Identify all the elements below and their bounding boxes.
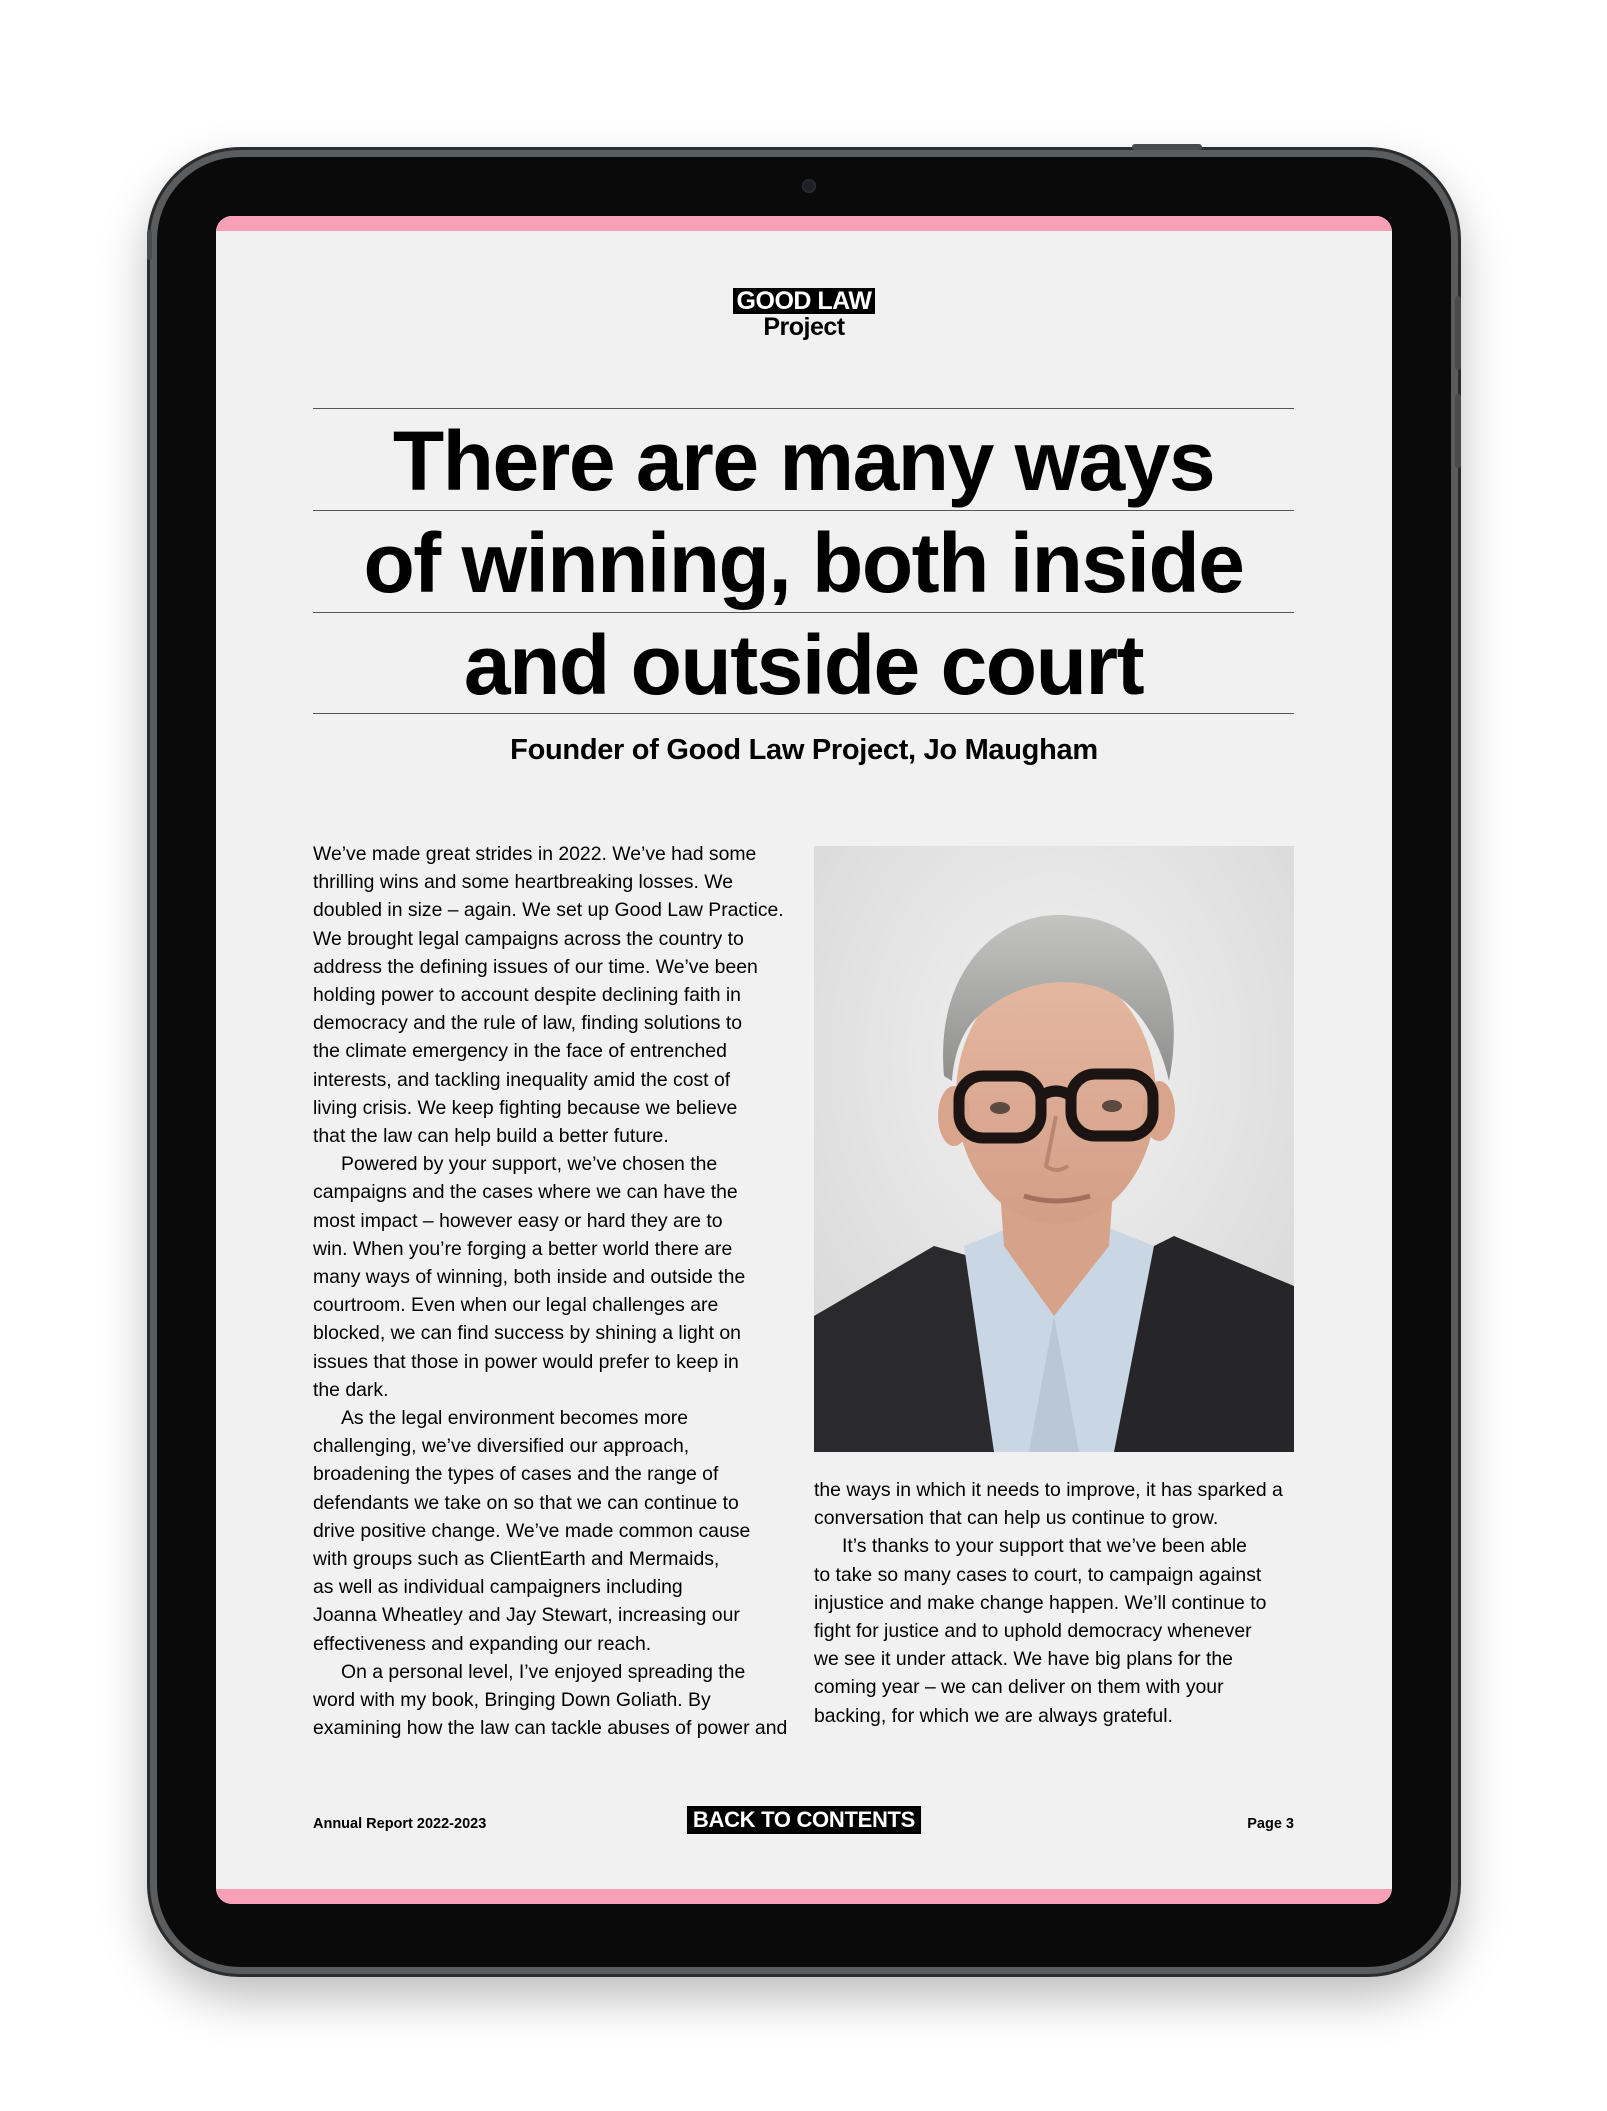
headline-line-1: There are many ways [313, 408, 1294, 510]
headline-line-3: and outside court [313, 612, 1294, 714]
logo-line-2: Project [763, 313, 845, 341]
good-law-project-logo[interactable] [216, 288, 1392, 340]
paragraph: Powered by your support, we’ve chosen the campaigns and the cases where we can have the most impact – however easy or hard they are to win. When you’re forging a better world there are many ways of winning, both inside and outside the courtroom. Even when our legal challenges are blocked, we can find success by shining a light on issues that those in power would prefer to keep in the dark. [313, 1153, 746, 1401]
report-label: Annual Report 2022-2023 [313, 1816, 487, 1832]
top-accent-bar [216, 216, 1392, 231]
page-number: Page 3 [1247, 1816, 1294, 1832]
document-page [216, 216, 1392, 1904]
body-column-right [814, 1476, 1294, 1730]
founder-portrait-photo [814, 846, 1294, 1452]
side-antenna-line [147, 230, 152, 260]
paragraph: the ways in which it needs to improve, it has sparked a conversation that can help us continue to grow. [814, 1479, 1283, 1530]
body-column-left [313, 840, 803, 1743]
headline [313, 408, 1294, 714]
volume-up-button [1455, 296, 1461, 370]
paragraph: It’s thanks to your support that we’ve been able to take so many cases to court, to campaign against injustice and make change happen. We’ll continue to fight for justice and to uphold democracy whenever we see it under attack. We have big plans for the coming year – we can deliver on them with your backing, for which we are always grateful. [814, 1535, 1267, 1727]
paragraph: On a personal level, I’ve enjoyed spreading the word with my book, Bringing Down Goliath. By examining how the law can tackle abuses of power and [313, 1660, 788, 1740]
front-camera-icon [802, 179, 816, 193]
volume-down-button [1455, 394, 1461, 468]
logo-line-1: GOOD LAW [733, 288, 876, 314]
bottom-accent-bar [216, 1889, 1392, 1904]
power-button [1132, 144, 1202, 150]
paragraph: As the legal environment becomes more challenging, we’ve diversified our approach, broadening the types of cases and the range of defendants we take on so that we can continue to drive positive change. We’ve made common cause with groups such as ClientEarth and Mermaids, as well as individual campaigners including Joanna Wheatley and Jay Stewart, increasing our effectiveness and expanding our reach. [313, 1407, 751, 1655]
headline-line-2: of winning, both inside [313, 510, 1294, 612]
paragraph: We’ve made great strides in 2022. We’ve had some thrilling wins and some heartbreaking losses. We doubled in size – again. We set up Good Law Practice. We brought legal campaigns across the country to address the defining issues of our time. We’ve been holding power to account despite declining faith in democracy and the rule of law, finding solutions to the climate emergency in the face of entrenched interests, and tackling inequality amid the cost of living crisis. We keep fighting because we believe that the law can help build a better future. [313, 843, 784, 1148]
back-to-contents-button[interactable]: BACK TO CONTENTS [687, 1806, 921, 1834]
subtitle: Founder of Good Law Project, Jo Maugham [510, 734, 1098, 766]
